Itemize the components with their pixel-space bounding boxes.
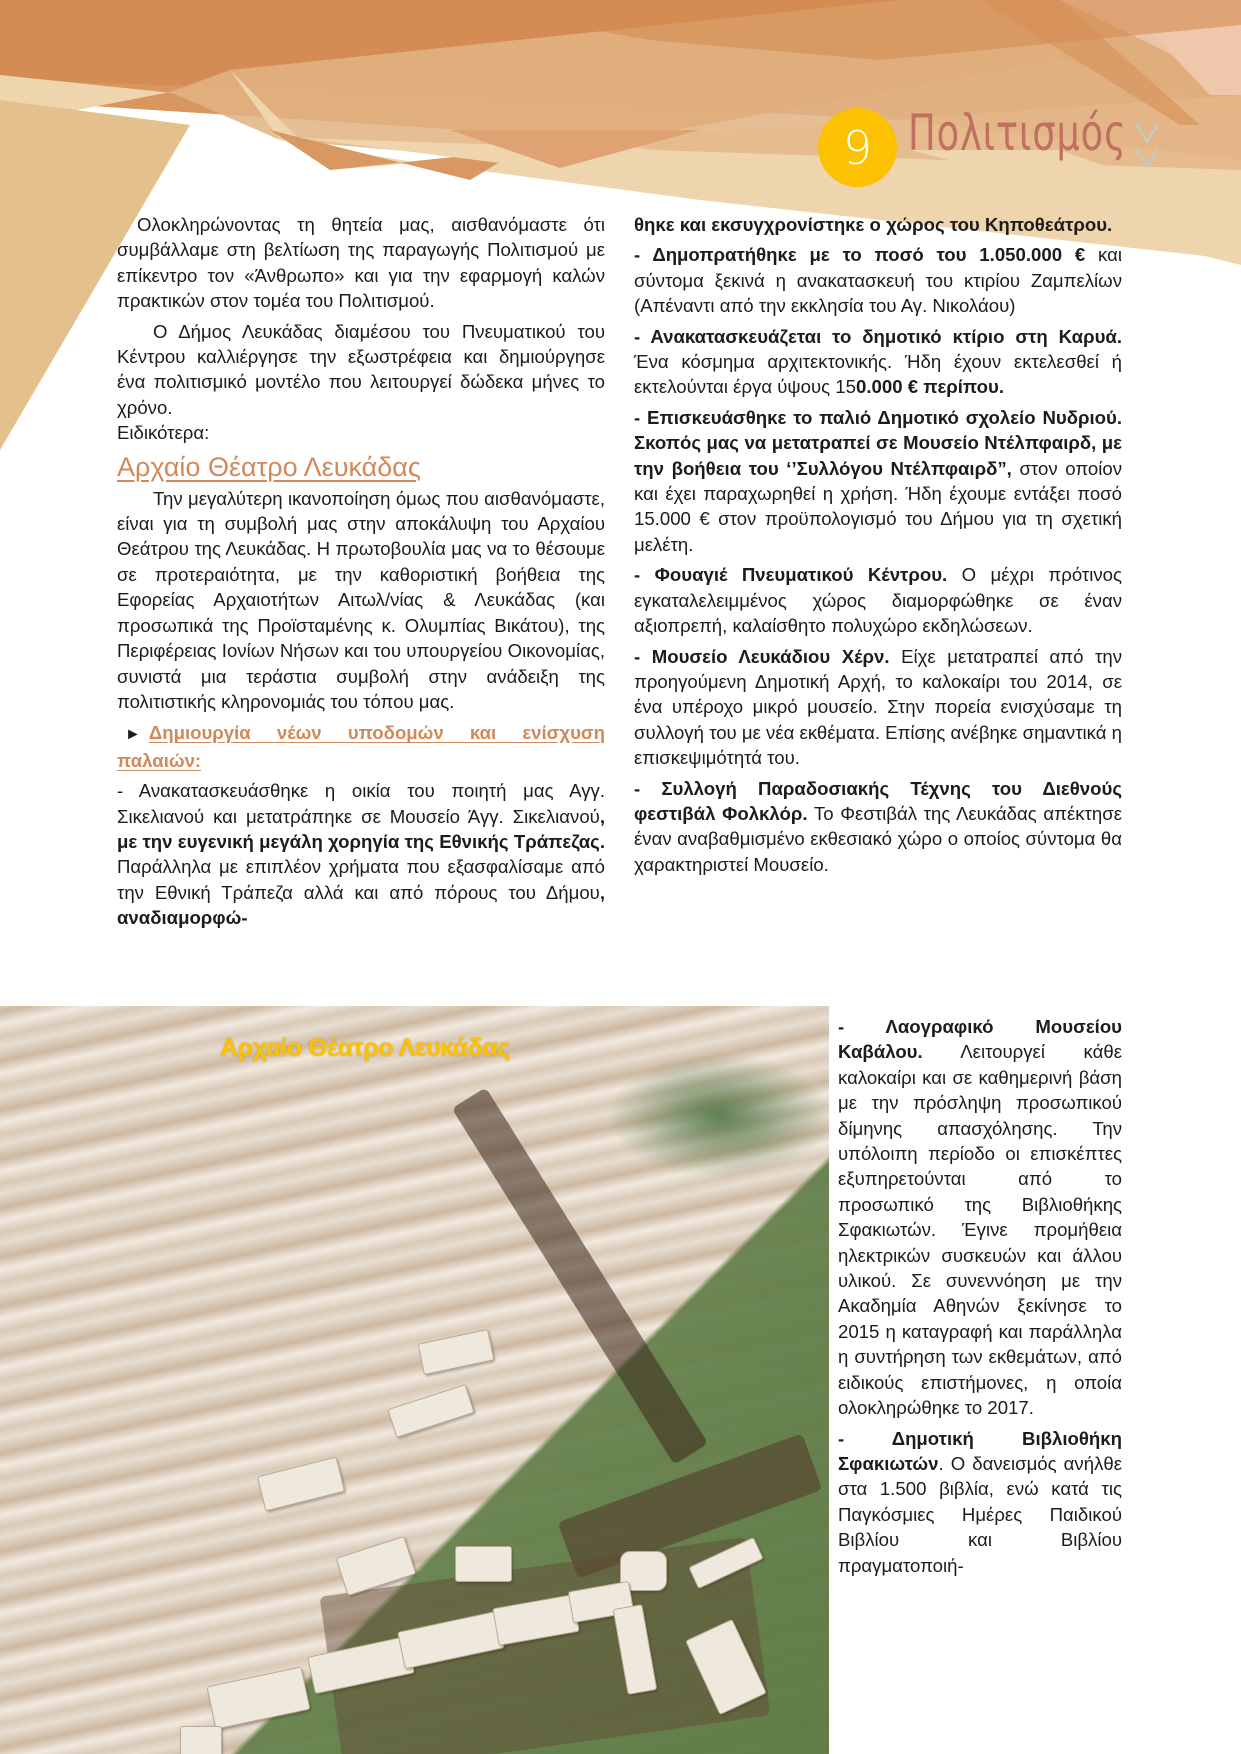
item-title: - Μουσείο Λευκάδιου Χέρν. [634, 645, 890, 667]
item-text: στον οποίον και έχει παραχωρηθεί η χρήση. Ήδη έχουμε εντάξει ποσό 15.000 € στον προϋπολογισμό του Δήμου για τη σχετική μελέτη. [634, 457, 1123, 555]
item-title: - Επισκευάσθηκε το παλιό Δημοτικό σχολείο Νυδριού. Σκοπός μας να μετατραπεί σε Μουσείο Ντέλπφαιρδ, με την βοήθεια του ‘’Συλλόγου Ντέλπφαιρδ”, [634, 406, 1122, 479]
left-column [117, 212, 605, 931]
item-text-bold: 0.000 € περίπου. [856, 376, 1004, 398]
item-title: - Λαογραφικό Μουσείου Καβάλου. [838, 1016, 1122, 1063]
theatre-heading: Αρχαίο Θέατρο Λευκάδας [117, 451, 421, 482]
page-number: 9 [842, 120, 873, 175]
sikelianos-text-2: , με την ευγενική μεγάλη χορηγία της Εθνικής Τράπεζας. [117, 805, 605, 852]
list-item-folklore-collection [634, 776, 1122, 878]
sikelianos-text-4: , αναδιαμορφώ- [117, 881, 605, 929]
page-number-badge [818, 108, 897, 187]
photo-caption: Αρχαίο Θέατρο Λευκάδας [220, 1034, 510, 1062]
list-item-karya [634, 324, 1122, 400]
item-title: - Συλλογή Παραδοσιακής Τέχνης του Διεθνούς φεστιβάλ Φολκλόρ. [634, 777, 1122, 824]
double-chevron-down-icon [1134, 122, 1160, 174]
infrastructure-subheading-text: Δημιουργία νέων υποδομών και ενίσχυση παλαιών: [117, 722, 605, 771]
intro-paragraph-3: Ειδικότερα: [117, 422, 210, 444]
right-column [634, 212, 1122, 877]
item-title: - Ανακατασκευάζεται το δημοτικό κτίριο στη Καρυά. [634, 325, 1122, 347]
sikelianos-text-1: - Ανακατασκευάσθηκε η οικία του ποιητή μας Αγγ. Σικελιανού και μετατράπηκε σε Μουσείο Άγγ. Σικελιανού [117, 780, 605, 827]
section-title: Πολιτισμός [908, 104, 1127, 162]
sikelianos-text-3: Παράλληλα με επιπλέον χρήματα που εξασφαλίσαμε από την Εθνική Τράπεζα αλλά και από πόρους του Δήμου [117, 856, 605, 903]
narrow-column [838, 1014, 1122, 1578]
intro-paragraph-1: Ολοκληρώνοντας τη θητεία μας, αισθανόμαστε ότι συμβάλλαμε στη βελτίωση της παραγωγής Πολιτισμού με επίκεντρο τον «Άνθρωπο» και για την εφαρμογή καλών πρακτικών στον τομέα του Πολιτισμού. [117, 214, 605, 312]
item-title: - Δημοπρατήθηκε με το ποσό του 1.050.000 € [634, 244, 1086, 266]
ancient-theatre-photo [0, 1006, 829, 1754]
list-item-zampelion [634, 242, 1122, 318]
infrastructure-subheading [117, 720, 605, 773]
list-item-hearn-museum [634, 644, 1122, 771]
item-text: Ο μέχρι πρότινος εγκαταλελειμμένος χώρος διαμορφώθηκε σε έναν αξιοπρεπή, καλαίσθητο πολυχώρο εκδηλώσεων. [634, 564, 1122, 637]
item-text: Είχε μετατραπεί από την προηγούμενη Δημοτική Αρχή, το καλοκαίρι του 2014, σε ένα υπέροχο μικρό μουσείο. Στην πορεία ενισχύσαμε τη συλλογή του με νέα εκθέματα. Επίσης ανέβηκε σημαντικά η επισκεψιμότητά του. [634, 645, 1123, 769]
list-item-sfakiotes-library [838, 1426, 1122, 1578]
item-text: Ένα κόσμημα αρχιτεκτονικής. Ήδη έχουν εκτελεσθεί ή εκτελούνται έργα ύψους 15 [634, 351, 1122, 398]
list-item-nydri-school [634, 405, 1122, 557]
intro-paragraph-2: Ο Δήμος Λευκάδας διαμέσου του Πνευματικού του Κέντρου καλλιέργησε την εξωστρέφεια και δημιούργησε ένα πολιτισμικό μοντέλο που λειτουργεί δώδεκα μήνες το χρόνο. [117, 320, 605, 418]
item-title: - Φουαγιέ Πνευματικού Κέντρου. [634, 564, 948, 586]
kipotheatro-continuation: θηκε και εκσυγχρονίστηκε ο χώρος του Κηποθεάτρου. [634, 214, 1113, 235]
item-text: και σύντομα ξεκινά η ανακατασκευή του κτιρίου Ζαμπελίων (Απέναντι από την εκκλησία του Αγ. Νικολάου) [634, 244, 1122, 317]
item-title: - Δημοτική Βιβλιοθήκη Σφακιωτών [838, 1427, 1122, 1474]
triangle-right-icon: ► [125, 726, 141, 744]
item-text: Λειτουργεί κάθε καλοκαίρι και σε καθημερινή βάση με την πρόσληψη προσωπικού δίμηνης απασχόλησης. Την υπόλοιπη περίοδο οι επισκέπτες εξυπηρετούνται από το προσωπικό της Βιβλιοθήκης Σφακιωτών. Έγινε προμήθεια ηλεκτρικών συσκευών και άλλου υλικού. Σε συνεννόηση με την Ακαδημία Αθηνών ξεκίνησε το 2015 η καταγραφή και παράλληλα η συντήρηση των εκθεμάτων, από ειδικούς επιστήμονες, η οποία ολοκληρώθηκε το 2017. [838, 1041, 1122, 1419]
list-item-kavalos-museum [838, 1014, 1122, 1421]
sikelianos-item [117, 778, 605, 930]
list-item-foyer [634, 562, 1122, 638]
item-text: . Ο δανεισμός ανήλθε στα 1.500 βιβλία, ενώ κατά τις Παγκόσμιες Ημέρες Παιδικού Βιβλίου και Βιβλίου πραγματοποιή- [838, 1452, 1122, 1576]
item-text: Το Φεστιβάλ της Λευκάδας απέκτησε έναν αναβαθμισμένο εκθεσιακό χώρο ο οποίος σύντομα θα χαρακτηριστεί Μουσείο. [634, 802, 1122, 875]
theatre-paragraph: Την μεγαλύτερη ικανοποίηση όμως που αισθανόμαστε, είναι για τη συμβολή μας στην αποκάλυψη του Αρχαίου Θεάτρου της Λευκάδας. Η πρωτοβουλία μας να το θέσουμε σε προτεραιότητα, με την καθοριστική βοήθεια της Εφορείας Αρχαιοτήτων Αιτωλ/νίας & Λευκάδας (και προσωπικά της Προϊσταμένης κ. Ολυμπίας Βικάτου), της Περιφέρειας Ιονίων Νήσων και του υπουργείου Οικονομίας, συνιστά μια τεράστια συμβολή στην ανάδειξη της πολιτιστικής κληρονομιάς του τόπου μας. [117, 487, 605, 712]
